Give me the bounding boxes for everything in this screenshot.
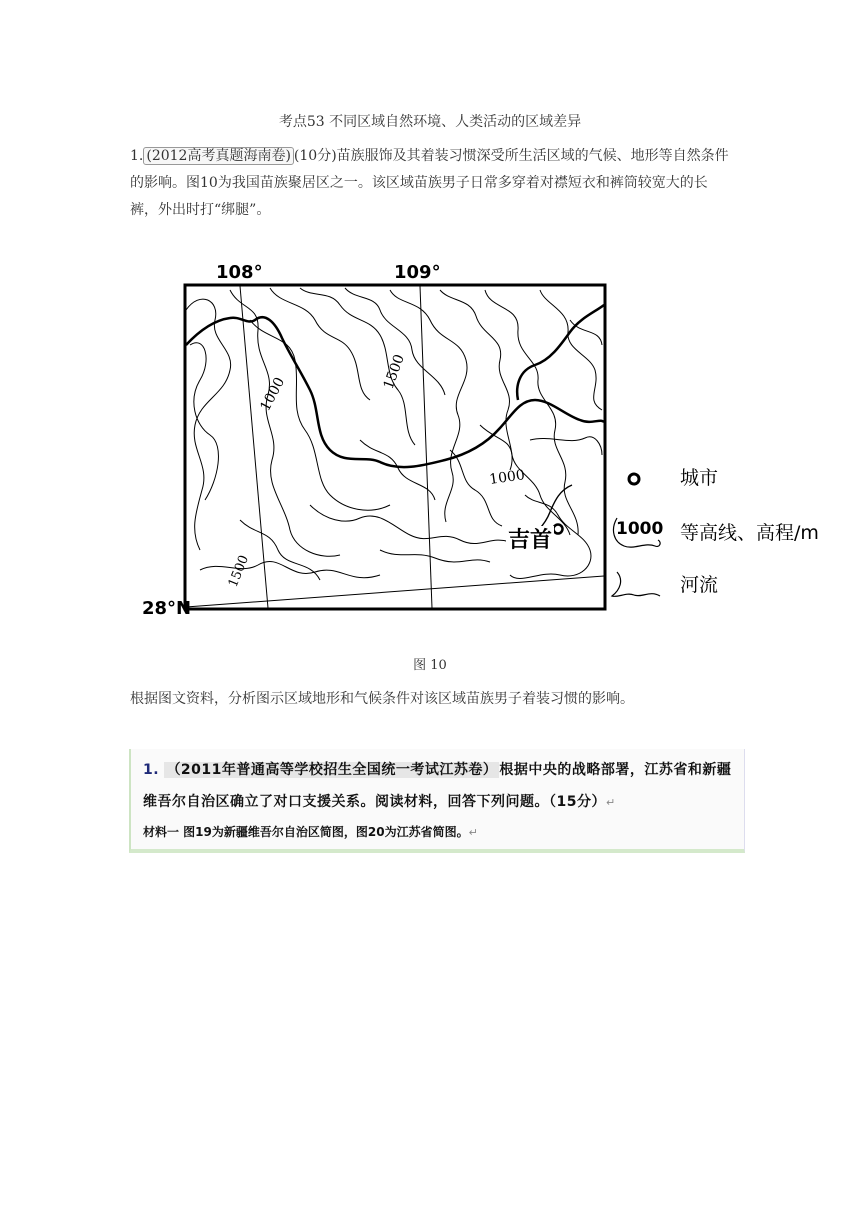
figure-10-map — [140, 250, 840, 640]
legend-river-label: 河流 — [680, 574, 719, 596]
source-tag: (2012高考真题海南卷) — [143, 147, 294, 165]
contour-label: 1000 — [257, 374, 289, 414]
meridian-109 — [420, 286, 432, 608]
legend-city-icon — [629, 474, 639, 484]
city-marker — [554, 525, 563, 534]
scan-line-3 — [143, 823, 478, 840]
legend-contour-sample: 1000 — [616, 519, 664, 539]
legend-city-label: 城市 — [680, 467, 719, 489]
latitude-label-28n: 28°N — [142, 598, 192, 619]
question-text: (10分)苗族服饰及其着装习惯深受所生活区域的气候、地形等自然条件的影响。图10为我国苗族聚居区之一。该区域苗族男子日常多穿着对襟短衣和裤筒较宽大的长裤，外出时打“绑腿”。 — [130, 148, 729, 218]
parallel-28 — [186, 576, 604, 607]
question-1-intro — [130, 143, 730, 224]
scan-line-1 — [143, 759, 731, 779]
return-mark: ↵ — [605, 796, 616, 809]
return-mark: ↵ — [468, 826, 478, 839]
contour-label: 1000 — [488, 467, 526, 488]
section-title: 考点53 不同区域自然环境、人类活动的区域差异 — [278, 114, 582, 130]
scan-line-3-text: 材料一 图19为新疆维吾尔自治区简图，图20为江苏省简图。 — [143, 825, 469, 839]
question-number: 1. — [130, 148, 144, 164]
scan-line-2 — [143, 791, 616, 811]
question-prompt: 根据图文资料，分析图示区域地形和气候条件对该区域苗族男子着装习惯的影响。 — [130, 691, 634, 707]
scan-line-1-text: 根据中央的战略部署，江苏省和新疆 — [499, 762, 732, 778]
figure-caption: 图 10 — [413, 658, 447, 673]
longitude-label-109: 109° — [394, 262, 441, 283]
scan-question-number: 1. — [143, 762, 160, 778]
legend-river-icon — [612, 572, 660, 596]
map-legend — [612, 467, 819, 596]
scanned-question-image — [129, 749, 745, 853]
scan-source-tag: （2011年普通高等学校招生全国统一考试江苏卷） — [166, 762, 498, 778]
scan-line-2-text: 维吾尔自治区确立了对口支援关系。阅读材料，回答下列问题。（15分） — [143, 794, 606, 810]
legend-contour-label: 等高线、高程/m — [680, 522, 819, 544]
contour-label: 1500 — [225, 553, 253, 590]
city-label-jishou: 吉首 — [508, 528, 553, 553]
contour-label: 1500 — [380, 352, 408, 392]
longitude-label-108: 108° — [216, 262, 263, 283]
